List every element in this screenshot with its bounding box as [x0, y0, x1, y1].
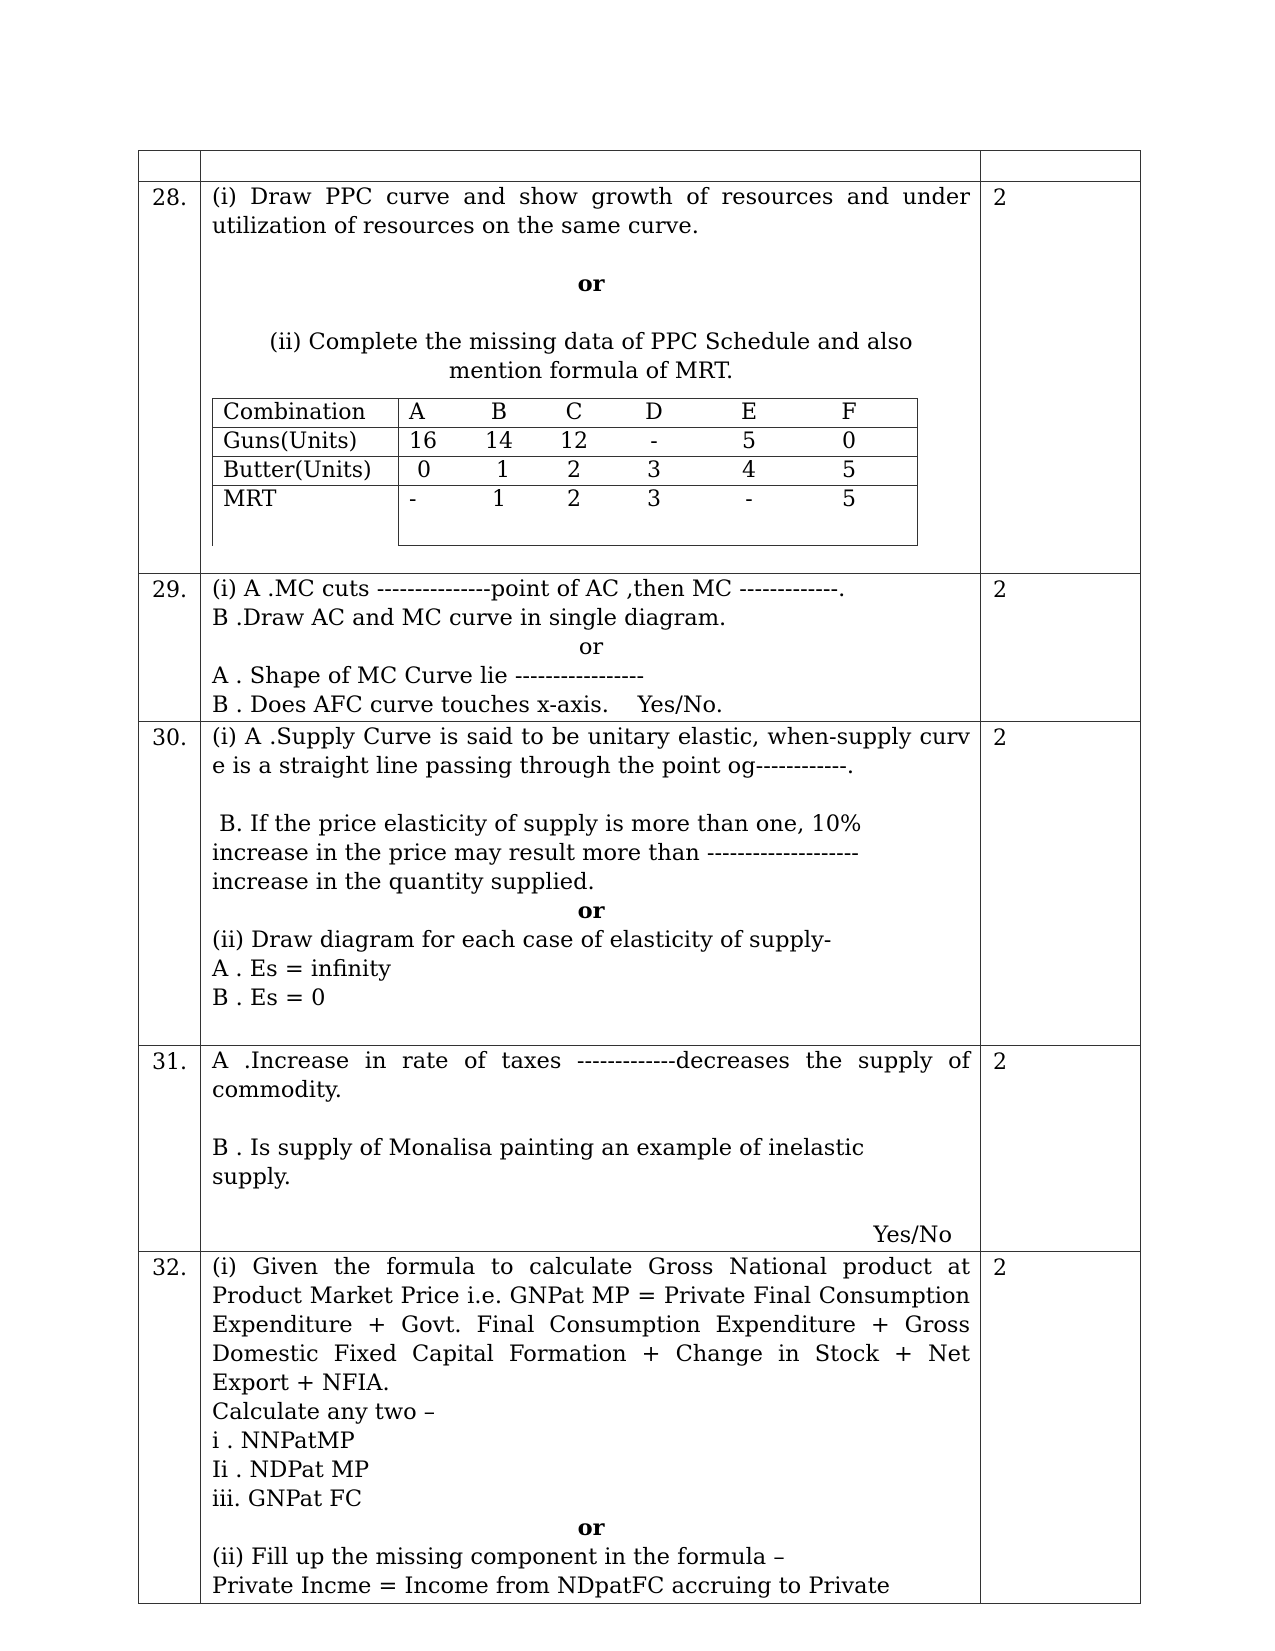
question-number: 32. [139, 1252, 201, 1604]
cell: - [745, 487, 753, 512]
row-label: MRT [213, 486, 399, 546]
cell: A [409, 400, 425, 425]
question-line: Calculate any two – [212, 1399, 436, 1425]
row-label: Combination [213, 399, 399, 428]
question-content [201, 574, 981, 722]
marks: 2 [981, 722, 1141, 1046]
table-row [213, 486, 918, 546]
header-row [139, 151, 1141, 182]
question-line: A . Shape of MC Curve lie ----------------- [212, 663, 645, 689]
cell: 12 [560, 429, 588, 454]
question-line: B . Does AFC curve touches x-axis. Yes/No. [212, 692, 723, 718]
question-text: (i) A .Supply Curve is said to be unitary elastic, when-supply curve is a straight line passing through the point og------------. [212, 724, 970, 779]
question-number: 29. [139, 574, 201, 722]
cell: - [409, 487, 417, 512]
question-number: 31. [139, 1046, 201, 1252]
or-separator: or [577, 1515, 605, 1541]
question-content [201, 1046, 981, 1252]
cell: 0 [417, 458, 431, 483]
cell: 5 [742, 429, 756, 454]
cell: 2 [567, 458, 581, 483]
question-line: i . NNPatMP [212, 1428, 355, 1454]
question-number: 30. [139, 722, 201, 1046]
question-text: A .Increase in rate of taxes -------------decreases the supply of commodity. [212, 1048, 970, 1103]
cell: B [490, 400, 508, 425]
or-separator: or [577, 271, 605, 297]
marks: 2 [981, 1252, 1141, 1604]
question-number: 28. [139, 182, 201, 574]
question-content [201, 182, 981, 574]
question-line: Private Incme = Income from NDpatFC accruing to Private [212, 1573, 890, 1599]
cell: E [740, 400, 758, 425]
question-text: B . Is supply of Monalisa painting an example of inelastic supply. [212, 1135, 865, 1190]
question-content [201, 1252, 981, 1604]
question-text: B. If the price elasticity of supply is more than one, 10% increase in the price may result more than -------------------- increase in the quantity supplied. [212, 811, 869, 895]
question-row-30 [139, 722, 1141, 1046]
question-line: (i) A .MC cuts ---------------point of AC ,then MC -------------. [212, 576, 846, 602]
marks: 2 [981, 1046, 1141, 1252]
question-text: (ii) Complete the missing data of PPC Schedule and also mention formula of MRT. [269, 329, 913, 384]
cell: 5 [842, 487, 856, 512]
or-separator: or [578, 634, 604, 660]
question-row-32 [139, 1252, 1141, 1604]
question-line: A . Es = infinity [212, 956, 391, 982]
question-table [138, 150, 1141, 1604]
question-content [201, 722, 981, 1046]
question-line: iii. GNPat FC [212, 1486, 363, 1512]
question-row-29 [139, 574, 1141, 722]
cell: 5 [842, 458, 856, 483]
table-row [213, 399, 918, 428]
marks: 2 [981, 574, 1141, 722]
cell: 0 [842, 429, 856, 454]
cell: F [841, 400, 857, 425]
question-line: B .Draw AC and MC curve in single diagram. [212, 605, 727, 631]
table-row [213, 428, 918, 457]
question-text: (i) Draw PPC curve and show growth of resources and under utilization of resources on the same curve. [212, 184, 970, 239]
question-line: B . Es = 0 [212, 985, 326, 1011]
cell: 3 [647, 487, 661, 512]
cell: - [650, 429, 658, 454]
question-row-31 [139, 1046, 1141, 1252]
cell: D [645, 400, 663, 425]
cell: 16 [409, 429, 437, 454]
cell: 3 [647, 458, 661, 483]
cell: 2 [567, 487, 581, 512]
answer-option: Yes/No [873, 1222, 952, 1248]
table-row [213, 457, 918, 486]
cell: 1 [492, 487, 506, 512]
cell: 1 [496, 458, 510, 483]
row-label: Guns(Units) [213, 428, 399, 457]
or-separator: or [577, 898, 605, 924]
question-line: (ii) Draw diagram for each case of elasticity of supply- [212, 927, 832, 953]
ppc-schedule-table [212, 398, 918, 546]
question-line: (ii) Fill up the missing component in the formula – [212, 1544, 785, 1570]
question-line: Ii . NDPat MP [212, 1457, 370, 1483]
question-text: (i) Given the formula to calculate Gross National product at Product Market Price i.e. GNPat MP = Private Final Consumption Expenditure + Govt. Final Consumption Expenditure + Gross Domestic Fixed Capital Formation + Change in Stock + Net Export + NFIA. [212, 1254, 970, 1396]
marks: 2 [981, 182, 1141, 574]
row-label: Butter(Units) [213, 457, 399, 486]
cell: C [565, 400, 583, 425]
cell: 14 [485, 429, 513, 454]
cell: 4 [742, 458, 756, 483]
question-row-28 [139, 182, 1141, 574]
